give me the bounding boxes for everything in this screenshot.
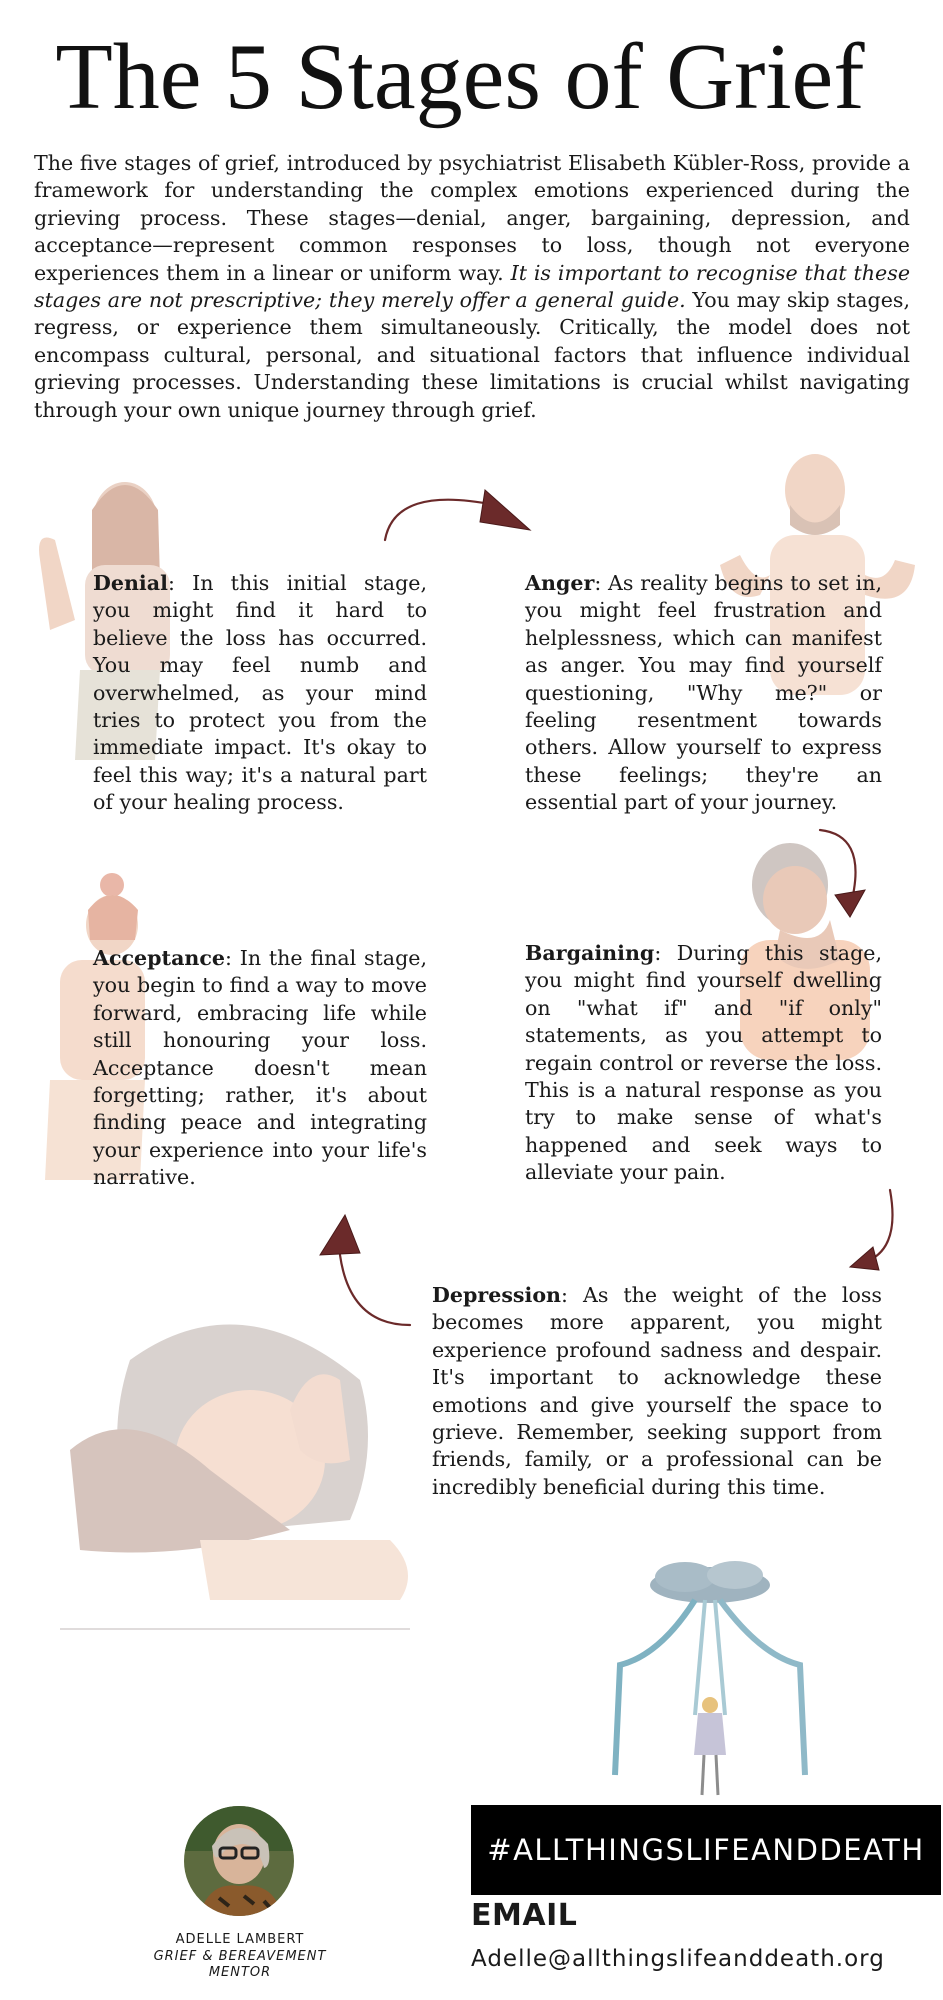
stage-depression-text: : As the weight of the loss becomes more apparent, you might experience profound sadness and despair. It's important to acknowledge these emotions and give yourself the space to grieve. Remember, seeking support from friends, family, or a professional can be incredibly beneficial during this time.: [432, 1283, 882, 1499]
hashtag-text: #ALLTHINGSLIFEANDDEATH: [487, 1833, 925, 1867]
stage-anger-text: : As reality begins to set in, you might feel frustration and helplessness, which can manifest as anger. You may find yourself questioning, "Why me?" or feeling resentment towards others. Allow yourself to express these feelings; they're an essential part of your journey.: [525, 571, 882, 815]
stage-depression-name: Depression: [432, 1283, 562, 1307]
hashtag-banner: [471, 1805, 941, 1895]
arrow-bargaining-to-depression: [845, 1185, 905, 1285]
stage-acceptance-text: : In the final stage, you begin to find a way to move forward, embracing life while still honouring your loss. Acceptance doesn't mean forgetting; rather, it's about finding peace and integrating your experience into your life's narrative.: [93, 946, 427, 1190]
stage-denial-text: : In this initial stage, you might find it hard to believe the loss has occurred. You may feel numb and overwhelmed, as your mind tries to protect you from the immediate impact. It's okay to feel this way; it's a natural part of your healing process.: [93, 571, 427, 815]
email-link[interactable]: Adelle@allthingslifeanddeath.org: [471, 1946, 885, 1972]
intro-text-1: The five stages of grief, introduced by psychiatrist Elisabeth Kübler-Ross, provide a framework for understanding the complex emotions experienced during the grieving process. These stages—denial, anger, bargaining, depression, and acceptance—represent common responses to loss, though not everyone experiences them in a linear or uniform way.: [34, 151, 910, 285]
mentor-role: [140, 1949, 340, 1981]
rain-cloud-illustration: [600, 1555, 820, 1800]
depression-woman-illustration: [60, 1300, 420, 1630]
stage-denial-name: Denial: [93, 571, 168, 595]
arrow-depression-to-acceptance: [310, 1205, 420, 1335]
stage-anger: [525, 570, 882, 817]
arrow-anger-to-bargaining: [815, 825, 875, 925]
mentor-name: ADELLE LAMBERT: [175, 1932, 305, 1947]
email-label: EMAIL: [471, 1898, 578, 1933]
stage-depression: [432, 1282, 882, 1501]
stage-acceptance: [93, 945, 427, 1192]
mentor-role-line1: GRIEF & BEREAVEMENT: [153, 1949, 327, 1964]
mentor-role-line2: MENTOR: [208, 1965, 272, 1980]
stage-anger-name: Anger: [525, 571, 595, 595]
arrow-denial-to-anger: [375, 480, 555, 550]
stage-bargaining: [525, 940, 882, 1187]
stage-denial: [93, 570, 427, 817]
intro-italic-text: It is important to recognise that these stages are not prescriptive; they merely offer a general guide.: [34, 260, 911, 313]
stage-acceptance-name: Acceptance: [93, 946, 226, 970]
mentor-avatar: [184, 1806, 294, 1916]
page-title: The 5 Stages of Grief: [55, 25, 865, 129]
stage-bargaining-name: Bargaining: [525, 941, 655, 965]
intro-paragraph: [34, 150, 910, 424]
stage-bargaining-text: : During this stage, you might find yourself dwelling on "what if" and "if only" statements, as you attempt to regain control or reverse the loss. This is a natural response as you try to make sense of what's happened and seek ways to alleviate your pain.: [525, 941, 882, 1185]
intro-text-2: You may skip stages, regress, or experience them simultaneously. Critically, the model does not encompass cultural, personal, and situational factors that influence individual grieving processes. Understanding these limitations is crucial whilst navigating through your own unique journey through grief.: [34, 288, 910, 422]
